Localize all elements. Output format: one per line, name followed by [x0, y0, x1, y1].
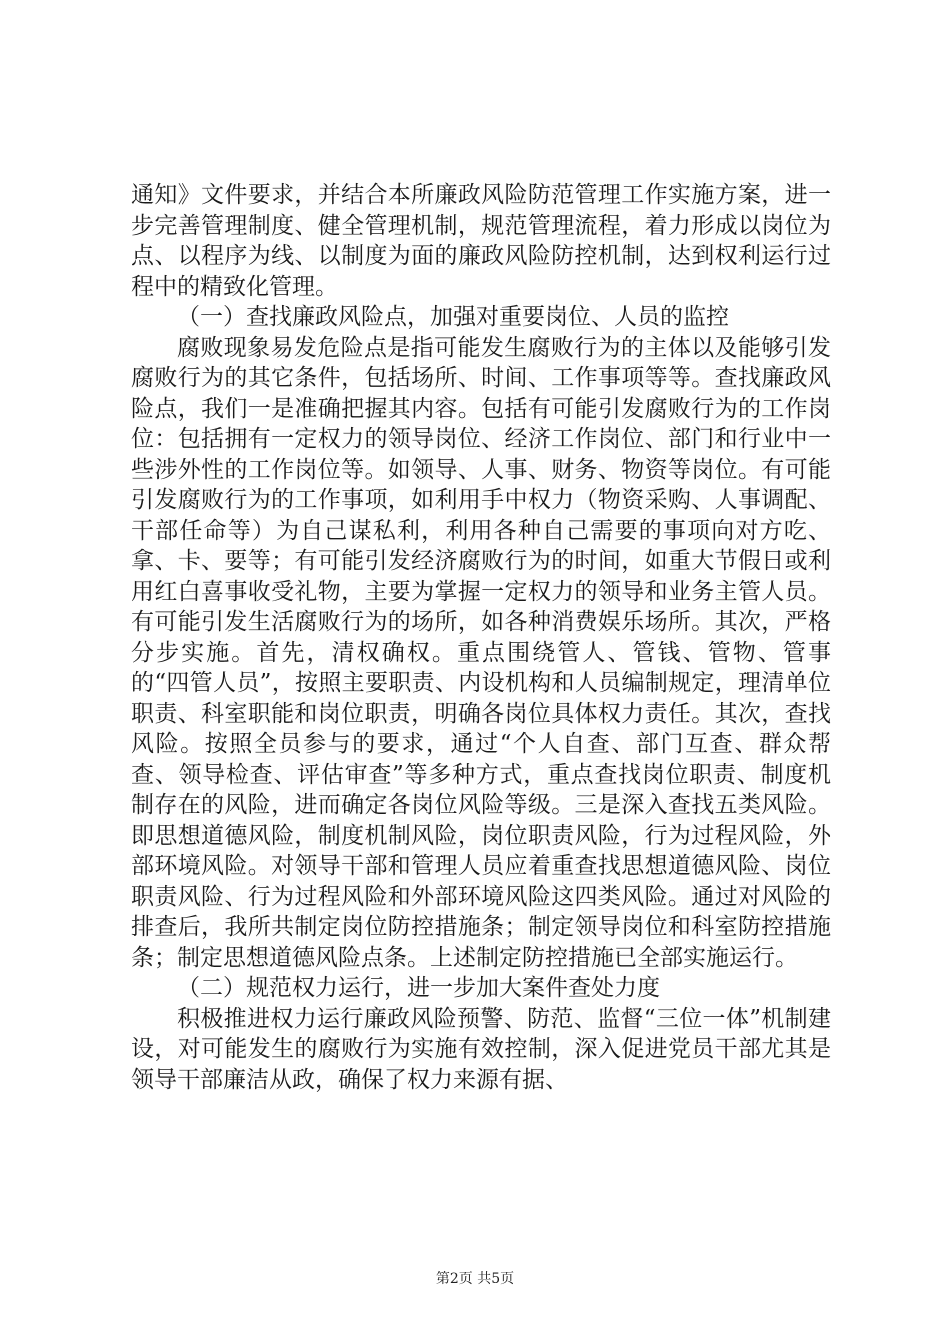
paragraph-body-1: 腐败现象易发危险点是指可能发生腐败行为的主体以及能够引发腐败行为的其它条件，包括场所、时间、工作事项等等。查找廉政风险点，我们一是准确把握其内容。包括有可能引发腐败行为的工作岗位：包括拥有一定权力的领导岗位、经济工作岗位、部门和行业中一些涉外性的工作岗位等。如领导、人事、财务、物资等岗位。有可能引发腐败行为的工作事项，如利用手中权力（物资采购、人事调配、干部任命等）为自己谋私利，利用各种自己需要的事项向对方吃、拿、卡、要等；有可能引发经济腐败行为的时间，如重大节假日或利用红白喜事收受礼物，主要为掌握一定权力的领导和业务主管人员。有可能引发生活腐败行为的场所，如各种消费娱乐场所。其次，严格分步实施。首先，清权确权。重点围绕管人、管钱、管物、管事的“四管人员”，按照主要职责、内设机构和人员编制规定，理清单位职责、科室职能和岗位职责，明确各岗位具体权力责任。其次，查找风险。按照全员参与的要求，通过“个人自查、部门互查、群众帮查、领导检查、评估审查”等多种方式，重点查找岗位职责、制度机制存在的风险，进而确定各岗位风险等级。三是深入查找五类风险。即思想道德风险，制度机制风险，岗位职责风险，行为过程风险，外部环境风险。对领导干部和管理人员应着重查找思想道德风险、岗位职责风险、行为过程风险和外部环境风险这四类风险。通过对风险的排查后，我所共制定岗位防控措施条；制定领导岗位和科室防控措施条；制定思想道德风险点条。上述制定防控措施已全部实施运行。	[131, 334, 831, 971]
paragraph-continuation: 通知》文件要求，并结合本所廉政风险防范管理工作实施方案，进一步完善管理制度、健全管理机制，规范管理流程，着力形成以岗位为点、以程序为线、以制度为面的廉政风险防控机制，达到权利运行过程中的精致化管理。	[131, 182, 831, 300]
page-footer: 第2页 共5页	[435, 1271, 515, 1287]
section-heading-2: （二）规范权力运行，进一步加大案件查处力度	[177, 975, 660, 1001]
paragraph-body-2: 积极推进权力运行廉政风险预警、防范、监督“三位一体”机制建设，对可能发生的腐败行为实施有效控制，深入促进党员干部尤其是领导干部廉洁从政，确保了权力来源有据、	[131, 1005, 831, 1093]
document-body	[131, 180, 831, 1095]
section-heading-1: （一）查找廉政风险点，加强对重要岗位、人员的监控	[177, 304, 729, 330]
